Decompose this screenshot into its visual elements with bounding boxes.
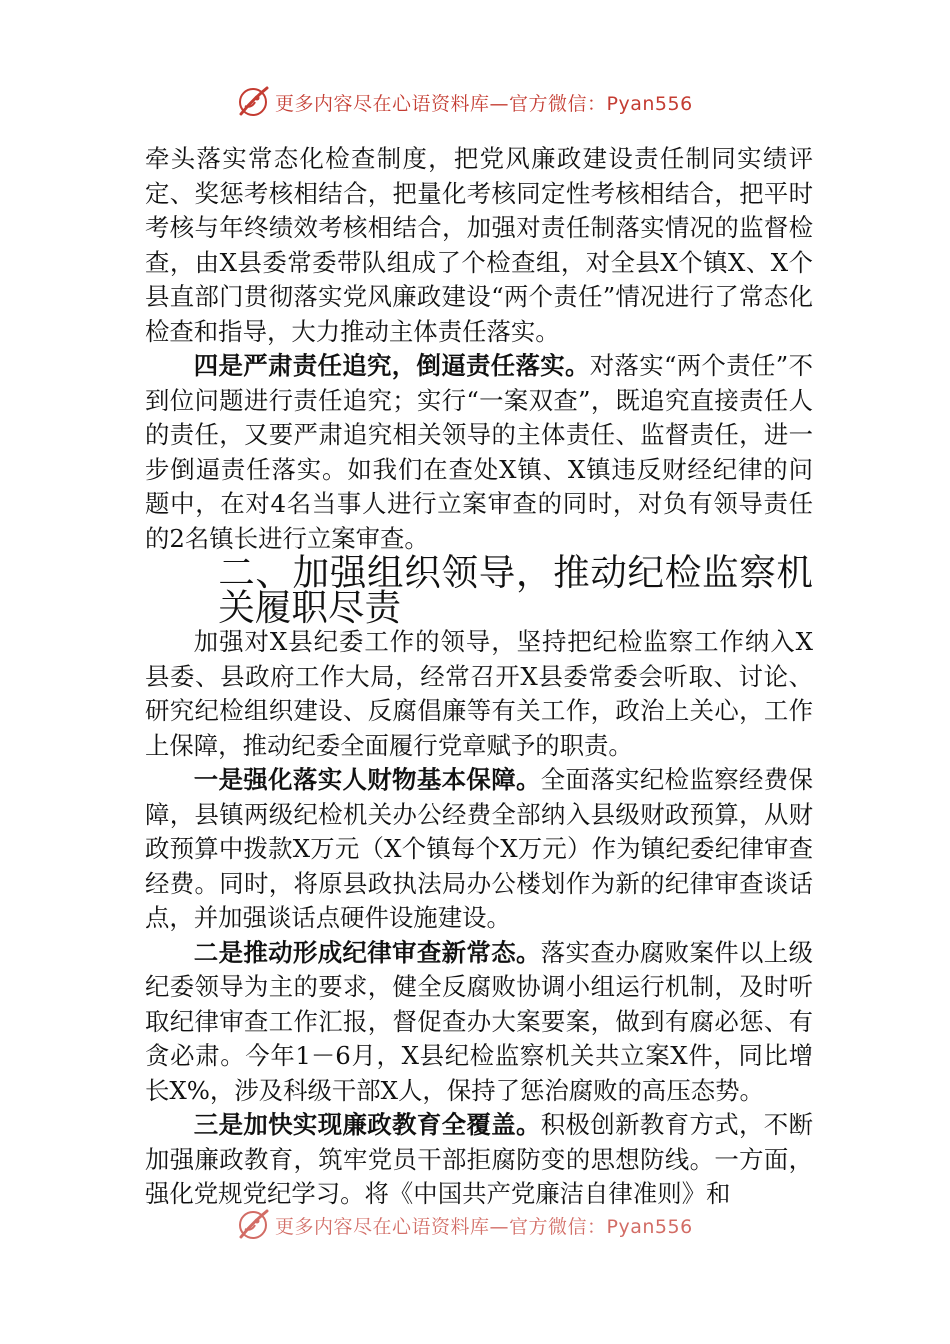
paragraph — [145, 1108, 813, 1212]
brush-logo-icon — [235, 1207, 271, 1243]
paragraph — [145, 349, 813, 556]
paragraph-lead: 四是严肃责任追究，倒逼责任落实。 — [193, 351, 590, 380]
watermark-text: 更多内容尽在心语资料库—官方微信：Pyan556 — [275, 92, 693, 115]
paragraph-body: 积极创新教育方式，不断加强廉政教育，筑牢党员干部拒腐防变的思想防线。一方面，强化党规党纪学习。将《中国共产党廉洁自律准则》和 — [145, 1110, 813, 1208]
paragraph-body: 落实查办腐败案件以上级纪委领导为主的要求，健全反腐败协调小组运行机制，及时听取纪律审查工作汇报，督促查办大案要案，做到有腐必惩、有贪必肃。今年1－6月，X县纪检监察机关共立案X件，同比增长X%，涉及科级干部X人，保持了惩治腐败的高压态势。 — [145, 937, 813, 1105]
paragraph — [145, 936, 813, 1109]
watermark-text: 更多内容尽在心语资料库—官方微信：Pyan556 — [275, 1215, 693, 1238]
paragraph-lead: 二是推动形成纪律审查新常态。 — [193, 937, 541, 967]
paragraph-body: 全面落实纪检监察经费保障，县镇两级纪检机关办公经费全部纳入县级财政预算，从财政预算中拨款X万元（X个镇每个X万元）作为镇纪委纪律审查经费。同时，将原县政执法局办公楼划作为新的纪律审查谈话点，并加强谈话点硬件设施建设。 — [145, 765, 813, 932]
brush-logo-icon — [235, 84, 271, 120]
paragraph-lead: 一是强化落实人财物基本保障。 — [193, 765, 541, 794]
paragraph: 加强对X县纪委工作的领导，坚持把纪检监察工作纳入X县委、县政府工作大局，经常召开X县委常委会听取、讨论、研究纪检组织建设、反腐倡廉等有关工作，政治上关心，工作上保障，推动纪委全面履行党章赋予的职责。 — [145, 627, 813, 760]
section-heading: 二、加强组织领导，推动纪检监察机关履职尽责 — [218, 551, 813, 629]
paragraph-body: 对落实“两个责任”不到位问题进行责任追究；实行“一案双查”，既追究直接责任人的责任，又要严肃追究相关领导的主体责任、监督责任，进一步倒逼责任落实。如我们在查处X镇、X镇违反财经纪律的问题中，在对4名当事人进行立案审查的同时，对负有领导责任的2名镇长进行立案审查。 — [145, 351, 813, 553]
watermark-footer — [235, 1205, 755, 1245]
paragraph — [145, 763, 813, 936]
paragraph-lead: 三是加快实现廉政教育全覆盖。 — [193, 1110, 541, 1139]
document-body — [145, 142, 813, 1212]
paragraph: 牵头落实常态化检查制度，把党风廉政建设责任制同实绩评定、奖惩考核相结合，把量化考核同定性考核相结合，把平时考核与年终绩效考核相结合，加强对责任制落实情况的监督检查，由X县委常委带队组成了个检查组，对全县X个镇X、X个县直部门贯彻落实党风廉政建设“两个责任”情况进行了常态化检查和指导，大力推动主体责任落实。 — [145, 144, 813, 346]
watermark-header — [235, 82, 755, 122]
